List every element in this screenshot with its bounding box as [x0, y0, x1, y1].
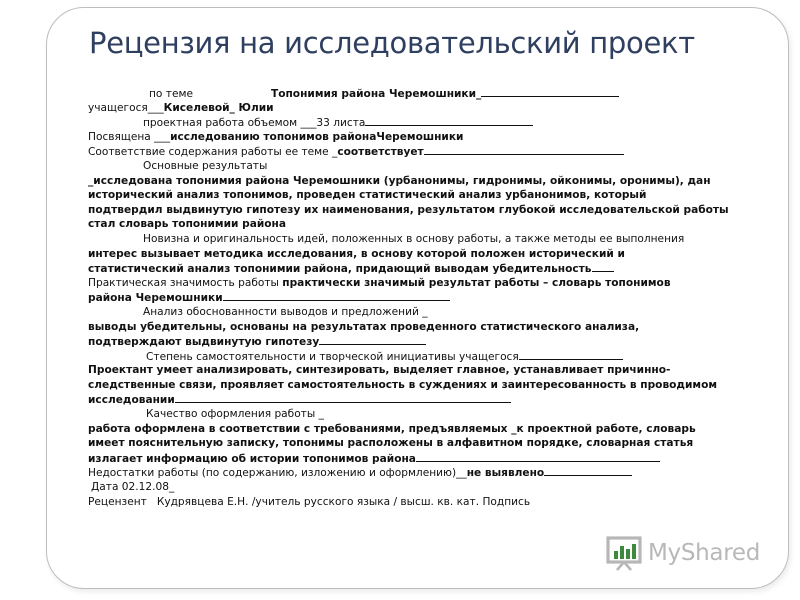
- date-line: Дата 02.12.08_: [91, 481, 175, 494]
- presentation-board-icon: [606, 535, 644, 571]
- blank-line: [365, 115, 533, 126]
- student-label: учащегося___: [88, 101, 164, 114]
- significance-line-2: [88, 290, 753, 305]
- watermark-logo: [606, 535, 776, 575]
- quality-label: Качество оформления работы _: [146, 408, 324, 421]
- significance-label: Практическая значимость работы: [88, 276, 283, 289]
- page-title: Рецензия на исследовательский проект: [89, 26, 695, 60]
- watermark-brand: MyShared: [648, 540, 761, 566]
- dedicated-label: Посвящена ___: [88, 130, 171, 143]
- volume-line: [88, 115, 753, 130]
- independence-line: [88, 349, 753, 364]
- independence-text: следственные связи, проявляет самостоятельность в суждениях и заинтересованность в проводимом: [88, 378, 718, 391]
- results-line: исторический анализ топонимов, проведен статистический анализ урбанонимов, который: [88, 189, 647, 202]
- student-value: Киселевой_ Юлии: [163, 101, 274, 114]
- blank-line: [544, 465, 632, 476]
- blank-line: [519, 349, 623, 360]
- reviewer-line: [88, 495, 753, 510]
- quality-line: имеет пояснительную записку, топонимы расположены в алфавитном порядке, словарная статья: [88, 437, 694, 450]
- blank-line: [592, 261, 614, 272]
- analysis-line: выводы убедительны, основаны на результатах проведенного статистического анализа,: [88, 320, 640, 333]
- significance-line: [88, 276, 753, 291]
- topic-line: [88, 86, 753, 101]
- blank-line: [481, 86, 619, 97]
- volume-text: проектная работа объемом ___33 листа: [143, 117, 366, 130]
- results-line: стал словарь топонимии района: [88, 218, 287, 231]
- significance-value: практически значимый результат работы – словарь топонимов: [282, 276, 671, 289]
- conformity-value: соответствует: [337, 146, 424, 159]
- novelty-line: интерес вызывает методика исследования, в основу которой положен исторический и: [88, 247, 625, 260]
- independence-text: исследовании: [88, 394, 175, 407]
- topic-value: Топонимия района Черемошники_: [270, 88, 482, 100]
- dedicated-line: [88, 130, 753, 145]
- results-line: _исследована топонимия района Черемошники (урбанонимы, гидронимы, ойконимы, оронимы), дан: [88, 174, 711, 187]
- student-line: [88, 101, 753, 116]
- blank-line: [319, 334, 426, 345]
- dedicated-value: исследованию топонимов районаЧеремошники: [170, 130, 464, 143]
- conformity-label: Соответствие содержания работы ее теме _: [88, 146, 338, 159]
- novelty-text: статистический анализ топонимии района, придающий выводам убедительность: [88, 263, 592, 276]
- results-label: Основные результаты: [143, 159, 268, 172]
- blank-line: [416, 451, 660, 462]
- independence-label: Степень самостоятельности и творческой инициативы учащегося: [146, 350, 519, 363]
- reviewer-label: Рецензент: [88, 495, 147, 508]
- blank-line: [223, 290, 450, 301]
- analysis-label: Анализ обоснованности выводов и предложений _: [143, 305, 428, 318]
- blank-line: [424, 144, 624, 155]
- analysis-text: подтверждают выдвинутую гипотезу: [88, 336, 320, 349]
- significance-value-2: района Черемошники: [88, 292, 223, 305]
- results-line: подтвердил выдвинутую гипотезу их наименования, результатом глубокой исследовательской работы: [88, 203, 729, 216]
- topic-label: по теме: [149, 88, 193, 100]
- quality-line: работа оформлена в соответствии с требованиями, предъявляемых _к проектной работе, словарь: [88, 422, 696, 435]
- blank-line: [175, 392, 511, 403]
- novelty-label: Новизна и оригинальность идей, положенных в основу работы, а также методы ее выполнения: [143, 232, 685, 245]
- conformity-line: [88, 144, 753, 159]
- review-form: [88, 86, 753, 509]
- quality-text: излагает информацию об истории топонимов района: [88, 452, 416, 465]
- novelty-line-2: [88, 261, 753, 276]
- analysis-line-2: [88, 334, 753, 349]
- independence-text: Проектант умеет анализировать, синтезировать, выделяет главное, устанавливает причинно-: [88, 364, 671, 377]
- flaws-line: [88, 465, 753, 480]
- flaws-value: не выявлено: [466, 467, 545, 480]
- independence-line-3: [88, 392, 753, 407]
- quality-line-3: [88, 451, 753, 466]
- flaws-label: Недостатки работы (по содержанию, изложению и оформлению)__: [88, 467, 467, 480]
- reviewer-value: Кудрявцева Е.Н. /учитель русского языка / высш. кв. кат. Подпись: [156, 495, 531, 508]
